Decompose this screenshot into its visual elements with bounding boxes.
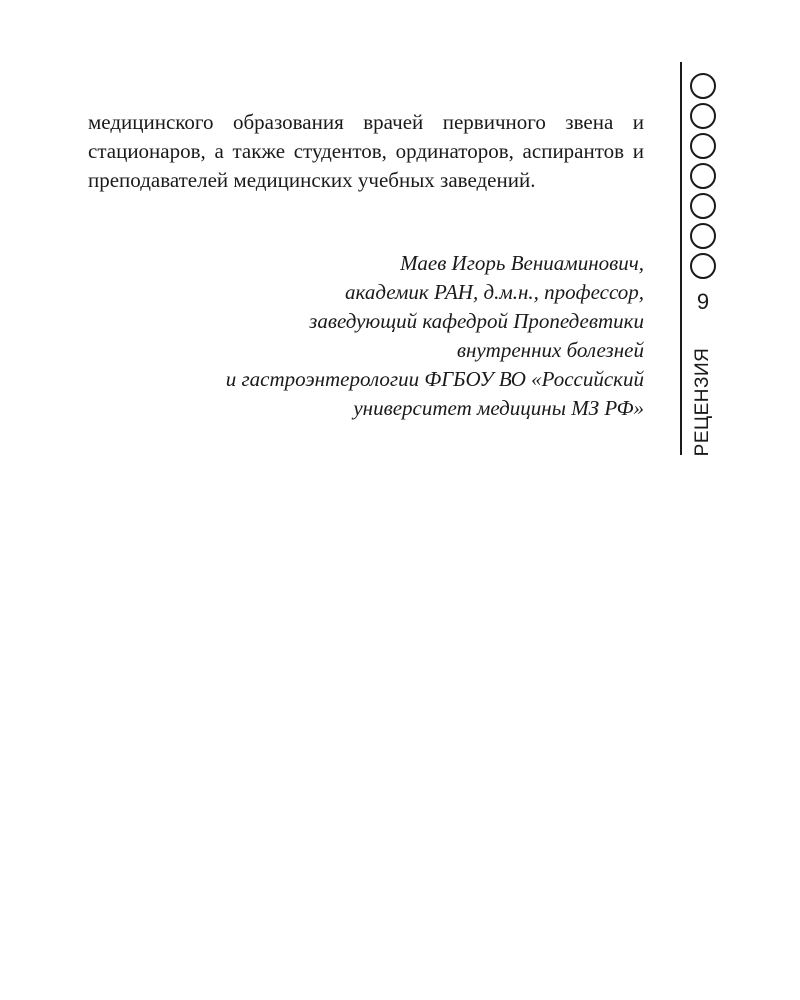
signature-university-line: университет медицины МЗ РФ» (353, 396, 644, 420)
body-paragraph: медицинского образования врачей первичного звена и стационаров, а также студентов, ординаторов, аспирантов и преподавателей медицинских учебных заведений. (88, 110, 644, 192)
ring-icon (690, 253, 716, 279)
signature-block (84, 249, 644, 423)
signature-name: Маев Игорь Вениаминович, (400, 251, 644, 275)
signature-institution-line: и гастроэнтерологии ФГБОУ ВО «Российский (225, 367, 644, 391)
section-label: РЕЦЕНЗИЯ (692, 347, 713, 457)
signature-title-line: академик РАН, д.м.н., профессор, (345, 280, 644, 304)
ring-icon (690, 133, 716, 159)
signature-position-line: заведующий кафедрой Пропедевтики (309, 309, 644, 333)
decorative-rings (690, 73, 716, 283)
page-number: 9 (696, 289, 710, 314)
ring-icon (690, 223, 716, 249)
side-rule (680, 62, 682, 455)
ring-icon (690, 193, 716, 219)
signature-department-line: внутренних болезней (456, 338, 644, 362)
ring-icon (690, 73, 716, 99)
ring-icon (690, 103, 716, 129)
ring-icon (690, 163, 716, 189)
